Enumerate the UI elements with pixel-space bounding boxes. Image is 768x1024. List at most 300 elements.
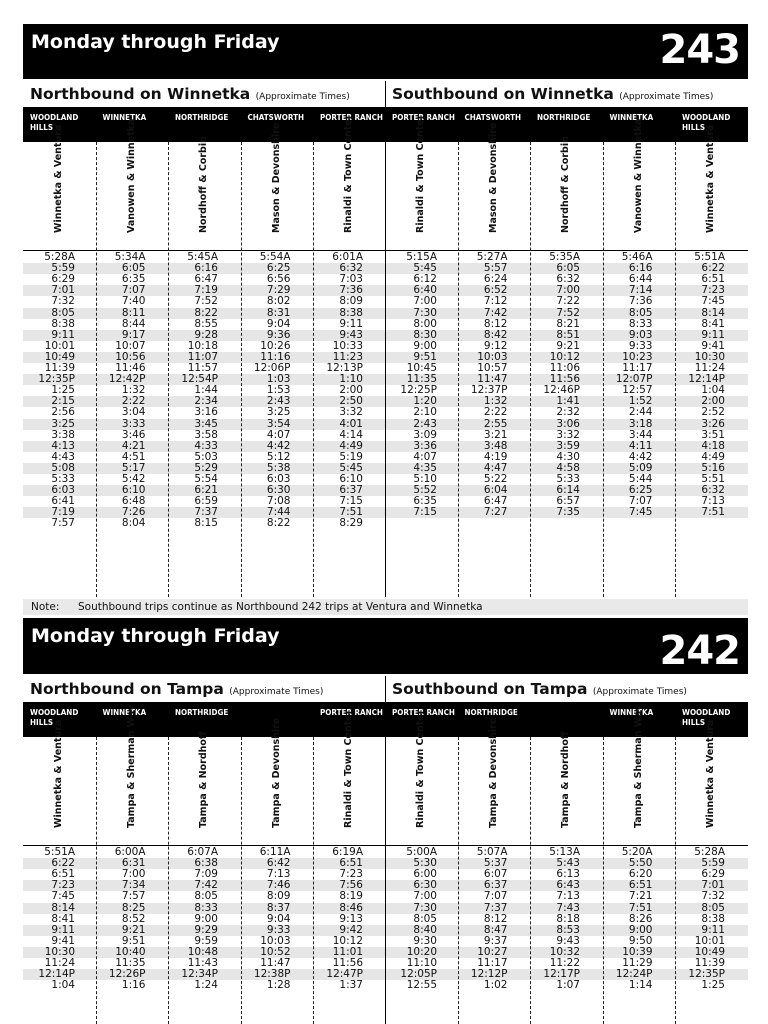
time-cell: 11:10 bbox=[406, 957, 437, 969]
time-cell: 7:12 bbox=[483, 295, 508, 308]
time-cell: 10:52 bbox=[260, 945, 291, 958]
time-cell: 9:59 bbox=[194, 934, 218, 947]
time-cell: 10:40 bbox=[115, 945, 146, 958]
time-cell: 6:24 bbox=[483, 273, 508, 286]
stop-name-cell bbox=[23, 124, 96, 250]
time-cell: 8:41 bbox=[701, 317, 725, 330]
time-cell: 11:16 bbox=[260, 350, 291, 363]
time-cell: 6:20 bbox=[628, 868, 653, 881]
time-cell: 5:07A bbox=[476, 846, 508, 858]
time-cell: 7:15 bbox=[413, 506, 437, 519]
time-cell: 8:46 bbox=[339, 901, 363, 914]
time-cell: 12:12P bbox=[470, 968, 508, 981]
time-cell: 3:18 bbox=[628, 417, 653, 430]
time-cell: 6:42 bbox=[266, 857, 291, 870]
time-cell: 11:56 bbox=[549, 373, 580, 386]
time-cell: 8:30 bbox=[413, 328, 437, 341]
time-cell: 5:20A bbox=[621, 846, 653, 858]
time-cell: 1:28 bbox=[266, 979, 291, 992]
time-cell: 4:47 bbox=[483, 461, 508, 474]
time-cell: 7:37 bbox=[483, 901, 508, 914]
area-header-cell: NORTHRIDGE bbox=[537, 113, 591, 122]
time-cell: 6:16 bbox=[628, 262, 653, 275]
time-cell: 6:22 bbox=[701, 262, 725, 275]
time-cell: 10:39 bbox=[622, 945, 653, 958]
time-cell: 8:37 bbox=[266, 901, 291, 914]
time-cell: 5:35A bbox=[549, 251, 580, 263]
time-cell: 12:14P bbox=[688, 373, 725, 386]
southbound-title-text: Southbound on Tampa bbox=[392, 680, 588, 698]
time-cell: 1:10 bbox=[339, 373, 363, 386]
time-cell: 2:00 bbox=[701, 395, 725, 408]
time-cell: 11:17 bbox=[622, 362, 653, 374]
time-cell: 2:10 bbox=[413, 406, 437, 419]
time-cell: 4:49 bbox=[701, 450, 725, 463]
time-cell: 7:52 bbox=[556, 306, 580, 319]
time-cell: 6:48 bbox=[121, 495, 146, 508]
time-cell: 4:42 bbox=[628, 450, 653, 463]
approx-label: (Approximate Times) bbox=[255, 92, 350, 102]
time-cell: 12:54P bbox=[181, 373, 218, 386]
time-cell: 10:49 bbox=[694, 945, 725, 958]
time-cell: 7:32 bbox=[51, 295, 75, 308]
time-cell: 8:22 bbox=[266, 517, 291, 530]
time-cell: 1:32 bbox=[483, 395, 508, 408]
time-cell: 9:11 bbox=[701, 923, 725, 936]
time-cell: 4:43 bbox=[51, 450, 75, 463]
time-cell: 5:44 bbox=[628, 473, 653, 485]
column-divider-dashed bbox=[313, 737, 314, 1024]
time-cell: 7:00 bbox=[413, 295, 437, 308]
time-cell: 6:37 bbox=[483, 879, 508, 892]
time-cell: 5:29 bbox=[194, 461, 218, 474]
time-cell: 11:23 bbox=[332, 350, 363, 363]
direction-row-243 bbox=[23, 81, 748, 107]
time-cell: 8:21 bbox=[556, 317, 580, 330]
time-cell: 9:13 bbox=[339, 912, 363, 925]
time-cell: 5:45 bbox=[413, 262, 437, 275]
column-divider-dashed bbox=[168, 142, 169, 597]
area-header-cell: PORTER RANCH bbox=[320, 113, 383, 122]
time-cell: 4:35 bbox=[413, 461, 437, 474]
time-cell: 8:11 bbox=[121, 306, 146, 319]
time-cell: 10:30 bbox=[694, 350, 725, 363]
time-cell: 3:21 bbox=[483, 428, 508, 441]
stop-name: Tampa & Devonshire bbox=[270, 717, 282, 828]
time-cell: 1:25 bbox=[51, 384, 75, 397]
time-cell: 1:53 bbox=[266, 384, 291, 397]
time-cell: 2:32 bbox=[556, 406, 580, 419]
area-header-cell: WINNETKA bbox=[609, 708, 654, 717]
time-cell: 6:30 bbox=[266, 484, 291, 497]
column-divider-dashed bbox=[458, 737, 459, 1024]
time-cell: 11:57 bbox=[187, 362, 218, 374]
time-cell: 5:13A bbox=[549, 846, 580, 858]
time-cell: 6:32 bbox=[556, 273, 580, 286]
time-cell: 8:14 bbox=[701, 306, 725, 319]
time-cell: 4:14 bbox=[339, 428, 363, 441]
column-divider-dashed bbox=[530, 737, 531, 1024]
time-cell: 7:14 bbox=[628, 284, 653, 297]
time-cell: 8:14 bbox=[51, 901, 75, 914]
stop-name-cell bbox=[530, 136, 603, 250]
stop-name-cell bbox=[458, 717, 531, 845]
time-cell: 8:00 bbox=[413, 317, 437, 330]
time-cell: 4:42 bbox=[266, 439, 291, 452]
stop-name: Tampa & Devonshire bbox=[487, 717, 499, 828]
southbound-title bbox=[392, 85, 713, 103]
time-cell: 6:05 bbox=[556, 262, 580, 275]
time-cell: 6:04 bbox=[483, 484, 508, 497]
time-cell: 1:20 bbox=[413, 395, 437, 408]
time-cell: 11:35 bbox=[115, 957, 146, 969]
time-cell: 3:04 bbox=[121, 406, 146, 419]
time-cell: 7:22 bbox=[556, 295, 580, 308]
time-cell: 11:24 bbox=[44, 957, 75, 969]
time-cell: 3:33 bbox=[121, 417, 146, 430]
time-cell: 5:12 bbox=[266, 450, 291, 463]
time-cell: 6:00A bbox=[114, 846, 146, 858]
time-cell: 8:19 bbox=[339, 890, 363, 903]
stop-name: Mason & Devonshire bbox=[487, 122, 499, 233]
time-cell: 7:08 bbox=[266, 495, 291, 508]
note-text: Southbound trips continue as Northbound 242 trips at Ventura and Winnetka bbox=[78, 601, 483, 613]
time-cell: 9:11 bbox=[51, 923, 75, 936]
area-header-cell: WOODLAND HILLS bbox=[682, 708, 731, 727]
time-cell: 9:04 bbox=[266, 317, 291, 330]
time-cell: 5:42 bbox=[121, 473, 146, 485]
time-cell: 10:18 bbox=[187, 339, 218, 352]
time-cell: 8:38 bbox=[701, 912, 725, 925]
time-cell: 6:25 bbox=[266, 262, 291, 275]
route-number: 243 bbox=[659, 27, 740, 73]
time-cell: 12:13P bbox=[326, 362, 363, 374]
time-cell: 3:26 bbox=[701, 417, 725, 430]
column-divider-dashed bbox=[675, 142, 676, 597]
southbound-title bbox=[392, 680, 687, 698]
time-cell: 5:50 bbox=[628, 857, 653, 870]
time-cell: 9:11 bbox=[339, 317, 363, 330]
time-cell: 5:15A bbox=[406, 251, 437, 263]
stop-name: Tampa & Sherman Way bbox=[632, 704, 644, 828]
time-cell: 5:10 bbox=[413, 473, 437, 485]
stop-name: Vanowen & Winnetka bbox=[125, 118, 137, 233]
time-cell: 6:47 bbox=[194, 273, 218, 286]
time-cell: 10:03 bbox=[260, 934, 291, 947]
time-cell: 3:25 bbox=[51, 417, 75, 430]
time-cell: 4:11 bbox=[628, 439, 653, 452]
time-cell: 9:33 bbox=[266, 923, 291, 936]
time-cell: 6:30 bbox=[413, 879, 437, 892]
time-cell: 3:09 bbox=[413, 428, 437, 441]
note-row bbox=[23, 599, 748, 615]
time-cell: 10:26 bbox=[260, 339, 291, 352]
time-cell: 2:22 bbox=[483, 406, 508, 419]
time-cell: 11:06 bbox=[549, 362, 580, 374]
time-cell: 9:21 bbox=[556, 339, 580, 352]
time-cell: 7:42 bbox=[194, 879, 218, 892]
time-cell: 6:38 bbox=[194, 857, 218, 870]
time-cell: 6:43 bbox=[556, 879, 580, 892]
column-divider-dashed bbox=[603, 737, 604, 1024]
time-cell: 7:36 bbox=[628, 295, 653, 308]
time-cell: 10:32 bbox=[549, 945, 580, 958]
time-cell: 8:38 bbox=[339, 306, 363, 319]
time-cell: 7:26 bbox=[121, 506, 146, 519]
time-cell: 12:07P bbox=[615, 373, 653, 386]
time-cell: 3:59 bbox=[556, 439, 580, 452]
time-cell: 5:51 bbox=[701, 473, 725, 485]
time-cell: 8:05 bbox=[194, 890, 218, 903]
time-cell: 12:17P bbox=[543, 968, 580, 981]
time-cell: 11:17 bbox=[477, 957, 508, 969]
time-cell: 7:00 bbox=[556, 284, 580, 297]
stop-name: Nordhoff & Corbin bbox=[560, 136, 572, 233]
time-cell: 4:51 bbox=[121, 450, 146, 463]
note-label: Note: bbox=[31, 601, 60, 613]
time-cell: 6:10 bbox=[121, 484, 146, 497]
column-divider-dashed bbox=[241, 142, 242, 597]
schedule-days: Monday through Friday bbox=[31, 625, 280, 647]
time-cell: 5:33 bbox=[556, 473, 580, 485]
time-cell: 12:47P bbox=[326, 968, 363, 981]
time-cell: 1:25 bbox=[701, 979, 725, 992]
column-divider-dashed bbox=[241, 737, 242, 1024]
time-cell: 5:38 bbox=[266, 461, 291, 474]
time-cell: 10:23 bbox=[622, 350, 653, 363]
time-cell: 6:01A bbox=[332, 251, 363, 263]
time-cell: 9:00 bbox=[413, 339, 437, 352]
northbound-title bbox=[30, 85, 350, 103]
northbound-title-text: Northbound on Winnetka bbox=[30, 85, 251, 103]
time-cell: 10:20 bbox=[406, 945, 437, 958]
time-cell: 8:09 bbox=[266, 890, 291, 903]
time-cell: 1:07 bbox=[556, 979, 580, 992]
time-cell: 8:40 bbox=[413, 923, 437, 936]
time-cell: 9:21 bbox=[121, 923, 146, 936]
time-cell: 3:25 bbox=[266, 406, 291, 419]
time-cell: 9:29 bbox=[194, 923, 218, 936]
time-cell: 7:00 bbox=[413, 890, 437, 903]
time-cell: 10:30 bbox=[44, 945, 75, 958]
time-cell: 6:31 bbox=[121, 857, 146, 870]
time-cell: 1:52 bbox=[628, 395, 653, 408]
time-cell: 7:07 bbox=[483, 890, 508, 903]
time-cell: 7:00 bbox=[121, 868, 146, 881]
time-cell: 9:33 bbox=[628, 339, 653, 352]
time-cell: 6:32 bbox=[339, 262, 363, 275]
time-cell: 7:57 bbox=[121, 890, 146, 903]
time-cell: 11:46 bbox=[115, 362, 146, 374]
time-cell: 6:07A bbox=[187, 846, 218, 858]
time-cell bbox=[675, 518, 725, 529]
time-cell: 6:35 bbox=[413, 495, 437, 508]
time-cell: 9:00 bbox=[194, 912, 218, 925]
time-cell: 9:41 bbox=[701, 339, 725, 352]
stop-name: Rinaldi & Town Center bbox=[343, 114, 355, 233]
time-cell: 7:07 bbox=[121, 284, 146, 297]
time-cell: 1:16 bbox=[121, 979, 146, 992]
time-cell: 10:12 bbox=[549, 350, 580, 363]
time-cell: 6:41 bbox=[51, 495, 75, 508]
stop-name: Tampa & Nordhoff bbox=[198, 731, 210, 828]
time-cell: 2:15 bbox=[51, 395, 75, 408]
time-cell: 12:57 bbox=[622, 384, 653, 397]
time-cell: 4:33 bbox=[194, 439, 218, 452]
stop-name: Winnetka & Ventura bbox=[705, 124, 717, 233]
time-cell: 7:30 bbox=[413, 306, 437, 319]
time-cell: 7:19 bbox=[51, 506, 75, 519]
time-cell: 2:44 bbox=[628, 406, 653, 419]
approx-label: (Approximate Times) bbox=[592, 687, 687, 697]
time-cell: 6:29 bbox=[51, 273, 75, 286]
time-cell: 1:04 bbox=[51, 979, 75, 992]
time-cell: 12:34P bbox=[181, 968, 218, 981]
time-cell: 4:01 bbox=[339, 417, 363, 430]
time-cell: 8:25 bbox=[121, 901, 146, 914]
time-cell: 7:23 bbox=[701, 284, 725, 297]
area-header-cell: PORTER RANCH bbox=[392, 708, 455, 717]
time-cell: 8:18 bbox=[556, 912, 580, 925]
time-cell: 6:12 bbox=[413, 273, 437, 286]
time-cell: 7:30 bbox=[413, 901, 437, 914]
time-cell: 9:12 bbox=[483, 339, 508, 352]
time-cell: 2:00 bbox=[339, 384, 363, 397]
time-cell: 1:32 bbox=[121, 384, 146, 397]
time-cell: 3:32 bbox=[556, 428, 580, 441]
time-cell: 8:42 bbox=[483, 328, 508, 341]
stop-name: Winnetka & Ventura bbox=[53, 124, 65, 233]
time-cell: 6:25 bbox=[628, 484, 653, 497]
time-cell: 8:05 bbox=[701, 901, 725, 914]
time-cell: 3:38 bbox=[51, 428, 75, 441]
area-header-cell: WOODLAND HILLS bbox=[30, 113, 79, 132]
stop-name: Tampa & Nordhoff bbox=[560, 731, 572, 828]
time-cell: 2:50 bbox=[339, 395, 363, 408]
area-header-cell: PORTER RANCH bbox=[392, 113, 455, 122]
stop-name-cell bbox=[675, 719, 748, 845]
time-cell: 12:42P bbox=[108, 373, 146, 386]
direction-row-242 bbox=[23, 676, 748, 702]
time-cell: 12:24P bbox=[615, 968, 653, 981]
time-cell: 8:09 bbox=[339, 295, 363, 308]
time-cell: 5:46A bbox=[621, 251, 653, 263]
time-cell: 5:17 bbox=[121, 461, 146, 474]
time-cell: 5:22 bbox=[483, 473, 508, 485]
stop-name: Nordhoff & Corbin bbox=[198, 136, 210, 233]
northbound-title bbox=[30, 680, 323, 698]
column-divider-dashed bbox=[603, 142, 604, 597]
time-cell: 5:54A bbox=[259, 251, 291, 263]
time-cell: 10:12 bbox=[332, 934, 363, 947]
stop-name-cell bbox=[530, 731, 603, 845]
time-cell: 9:42 bbox=[339, 923, 363, 936]
northbound-title-text: Northbound on Tampa bbox=[30, 680, 224, 698]
time-cell: 7:57 bbox=[51, 517, 75, 530]
time-cell: 7:19 bbox=[194, 284, 218, 297]
time-cell: 11:56 bbox=[332, 957, 363, 969]
time-cell: 6:22 bbox=[51, 857, 75, 870]
time-cell: 8:31 bbox=[266, 306, 291, 319]
area-header-cell: CHATSWORTH bbox=[464, 113, 522, 122]
stop-name: Rinaldi & Town Center bbox=[343, 709, 355, 828]
time-cell: 1:44 bbox=[194, 384, 218, 397]
time-cell: 6:19A bbox=[332, 846, 363, 858]
time-cell: 10:56 bbox=[115, 350, 146, 363]
time-cell: 7:13 bbox=[556, 890, 580, 903]
stop-name-cell bbox=[168, 731, 241, 845]
time-cell: 11:22 bbox=[549, 957, 580, 969]
time-cell bbox=[385, 518, 437, 529]
time-cell: 10:03 bbox=[477, 350, 508, 363]
time-cell: 5:03 bbox=[194, 450, 218, 463]
column-divider-dashed bbox=[530, 142, 531, 597]
time-cell: 12:35P bbox=[688, 968, 725, 981]
time-cell: 7:51 bbox=[701, 506, 725, 519]
time-cell: 11:43 bbox=[187, 957, 218, 969]
time-cell: 9:37 bbox=[483, 934, 508, 947]
stop-name: Vanowen & Winnetka bbox=[632, 118, 644, 233]
time-cell: 12:55 bbox=[406, 979, 437, 992]
time-cell: 9:51 bbox=[413, 350, 437, 363]
time-cell: 12:35P bbox=[38, 373, 75, 386]
time-cell: 5:09 bbox=[628, 461, 653, 474]
time-cell: 4:30 bbox=[556, 450, 580, 463]
stop-name: Winnetka & Ventura bbox=[705, 719, 717, 828]
time-cell: 9:30 bbox=[413, 934, 437, 947]
time-cell: 2:56 bbox=[51, 406, 75, 419]
time-cell: 8:05 bbox=[628, 306, 653, 319]
time-cell: 11:07 bbox=[187, 350, 218, 363]
time-cell: 7:29 bbox=[266, 284, 291, 297]
time-cell: 7:56 bbox=[339, 879, 363, 892]
time-cell: 1:24 bbox=[194, 979, 218, 992]
column-divider-dashed bbox=[96, 142, 97, 597]
time-cell: 10:33 bbox=[332, 339, 363, 352]
southbound-title-text: Southbound on Winnetka bbox=[392, 85, 614, 103]
stop-name: Rinaldi & Town Center bbox=[415, 114, 427, 233]
time-cell: 6:05 bbox=[121, 262, 146, 275]
area-header-cell: NORTHRIDGE bbox=[175, 708, 229, 717]
time-cell: 8:02 bbox=[266, 295, 291, 308]
time-cell: 9:51 bbox=[121, 934, 146, 947]
time-cell: 6:35 bbox=[121, 273, 146, 286]
time-cell: 11:24 bbox=[694, 362, 725, 374]
time-cell: 9:43 bbox=[339, 328, 363, 341]
time-cell: 8:51 bbox=[556, 328, 580, 341]
time-cell: 5:30 bbox=[413, 857, 437, 870]
time-cell: 5:54 bbox=[194, 473, 218, 485]
time-cell: 9:17 bbox=[121, 328, 146, 341]
route-number: 242 bbox=[659, 628, 740, 674]
time-cell: 8:52 bbox=[121, 912, 146, 925]
time-cell bbox=[458, 518, 508, 529]
time-cell: 6:21 bbox=[194, 484, 218, 497]
time-cell: 5:33 bbox=[51, 473, 75, 485]
time-cell: 6:57 bbox=[556, 495, 580, 508]
time-cell: 7:01 bbox=[701, 879, 725, 892]
time-cell: 1:04 bbox=[701, 384, 725, 397]
time-cell: 3:44 bbox=[628, 428, 653, 441]
time-cell: 5:59 bbox=[701, 857, 725, 870]
time-cell: 8:12 bbox=[483, 912, 508, 925]
time-cell: 2:22 bbox=[121, 395, 146, 408]
time-cell: 5:19 bbox=[339, 450, 363, 463]
time-cell: 12:25P bbox=[400, 384, 437, 397]
area-header-cell: NORTHRIDGE bbox=[464, 708, 518, 717]
time-cell: 7:01 bbox=[51, 284, 75, 297]
time-cell: 1:14 bbox=[628, 979, 653, 992]
